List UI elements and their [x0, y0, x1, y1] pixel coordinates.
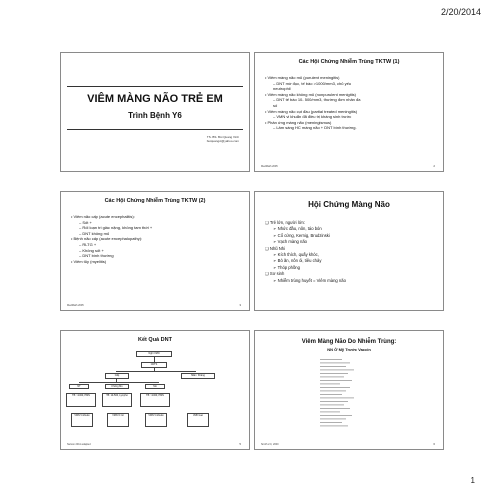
- bullet-line: • Bệnh não cấp (acute encephalopathy):: [71, 236, 143, 242]
- bullet-line: • Phản ứng màng não (meningismus): [265, 119, 332, 125]
- slide-2-title: Các Hội Chứng Nhiễm Trùng TKTW (1): [298, 59, 400, 65]
- bullet-line: ➢ Thóp phồng: [273, 264, 300, 270]
- bullet-line: – Không sốt +: [79, 247, 104, 253]
- flow-result-box: TB: >1000, PMN: [140, 393, 170, 407]
- slide-5-footer: Nelson 2011 adapted: [67, 443, 91, 446]
- bullet-line: ❑ Sơ sinh: [265, 271, 285, 277]
- bullet-line: ➢ Vạch màng não: [273, 239, 308, 245]
- flow-cdts-box: CDTS: [141, 362, 167, 368]
- bullet-line: số: [273, 102, 278, 108]
- flow-dx-box: VMN Vi khuẩn: [145, 413, 167, 427]
- flow-root-box: Nghi VMN: [136, 351, 172, 357]
- slide-1-author: [207, 135, 239, 143]
- slide-6-fine-text-lines: [255, 331, 444, 450]
- bullet-line: – DNT không mủ: [79, 230, 110, 236]
- bullet-line: – DNT tế bào 10- 500/mm3, thường đơn nhân đa: [273, 97, 361, 103]
- flow-dx-box: VMN Vi khuẩn: [71, 413, 93, 427]
- slide-1-thumbnail[interactable]: [60, 52, 250, 172]
- flow-purulent-box: Mủ: [145, 384, 165, 389]
- bullet-line: – Sốt +: [79, 219, 92, 225]
- bullet-line: – DNT bình thường: [79, 253, 114, 259]
- page-number: 1: [470, 476, 475, 485]
- author-name: TS. BS. Bùi Quang Vinh: [206, 135, 239, 139]
- slide-3-footer: MedMath 2005: [67, 304, 84, 307]
- slide-5-thumbnail[interactable]: [60, 330, 250, 450]
- slide-1-title: VIÊM MÀNG NÃO TRẺ EM: [87, 93, 223, 105]
- slide-5-number: 5: [239, 442, 241, 446]
- bullet-line: ➢ Kích thích, quấy khóc,: [273, 252, 319, 258]
- bullet-line: • Viêm não cấp (acute encephalitis):: [71, 214, 135, 219]
- slide-6-number: 6: [433, 442, 435, 446]
- flow-dx-box: VMN Vi rút: [107, 413, 129, 427]
- flow-nonpurulent-box: Không Mủ: [105, 384, 129, 389]
- bullet-line: • Viêm màng não cụt đầu (partial treated meningitis): [265, 108, 358, 114]
- slide-6-subtitle: NN Ở Mỹ Trước Vaccin: [327, 347, 371, 352]
- slide-2-footer: MedMath 2005: [261, 165, 278, 168]
- print-date: 2/20/2014: [440, 7, 481, 17]
- bullet-line: – VMN vi khuẩn đã điều trị kháng sinh trước: [273, 114, 352, 120]
- bullet-line: ➢ Bỏ ăn, nôn ói, tiêu chảy: [273, 258, 322, 264]
- bullet-line: ➢ Cổ cứng, Kernig, Brudzinski: [273, 232, 330, 238]
- slide-3-thumbnail[interactable]: [60, 191, 250, 311]
- bullet-line: ➢ Nhiễm trùng huyết = Viêm màng não: [273, 277, 346, 283]
- slide-1-subtitle: Trình Bệnh Y6: [128, 111, 182, 120]
- bullet-line: – DNT mờ đục, tế bào >1000/mm3, chủ yếu: [273, 80, 352, 86]
- bullet-line: – Rối loạn tri giác nặng, không tam thời +: [79, 225, 153, 231]
- bullet-line: – Lâm sàng HC màng não + DNT bình thường.: [273, 125, 357, 131]
- bullet-line: ❑ Nhũ Nhi: [265, 245, 286, 251]
- flow-result-box: TB: 10-500, Lympho: [102, 393, 132, 407]
- author-email: buiquangvi@yahoo.com: [206, 139, 239, 143]
- bullet-line: • Viêm màng não mủ (purulent meningitis): [265, 75, 340, 80]
- slide-4-body: [263, 220, 437, 284]
- slide-5-title: Kết Quả DNT: [138, 337, 172, 343]
- slide-2-body: [263, 75, 437, 131]
- bullet-line: neutrophil: [273, 86, 291, 92]
- slide-4-title: Hội Chứng Màng Não: [308, 200, 390, 209]
- flow-connector: [116, 371, 196, 372]
- bullet-line: ❑ Trẻ lớn, người lớn:: [265, 220, 305, 225]
- slide-6-footer: Smith 2.0, 2000: [261, 443, 279, 446]
- flow-nt-box: NT: [69, 384, 89, 389]
- flow-acute-box: Cấp: [105, 373, 129, 379]
- slide-2-thumbnail[interactable]: [254, 52, 444, 172]
- slide-6-title: Viêm Màng Não Do Nhiễm Trùng:: [301, 339, 397, 345]
- bullet-line: – RLTG +: [79, 241, 97, 247]
- flow-result-box: TB: >1000, PMN: [66, 393, 96, 407]
- slide-3-number: 3: [239, 303, 241, 307]
- title-rule-bottom: [67, 129, 243, 130]
- bullet-line: • Viêm màng não không mủ (nonpurulent menigitis): [265, 91, 356, 97]
- flow-connector: [79, 382, 159, 383]
- slide-3-body: [69, 214, 243, 264]
- slide-2-number: 2: [433, 164, 435, 168]
- slide-3-title: Các Hội Chứng Nhiễm Trùng TKTW (2): [104, 198, 206, 204]
- flow-dx-box: VMN Lao: [187, 413, 209, 427]
- bullet-line: • Viêm tủy (myelitis): [71, 258, 107, 264]
- bullet-line: ➢ Nhức đầu, nôn, táo bón: [273, 226, 322, 232]
- slide-6-thumbnail[interactable]: [254, 330, 444, 450]
- title-rule-top: [67, 86, 243, 87]
- flow-chronic-box: Mãn / Kháng: [181, 373, 215, 379]
- slide-4-thumbnail[interactable]: [254, 191, 444, 311]
